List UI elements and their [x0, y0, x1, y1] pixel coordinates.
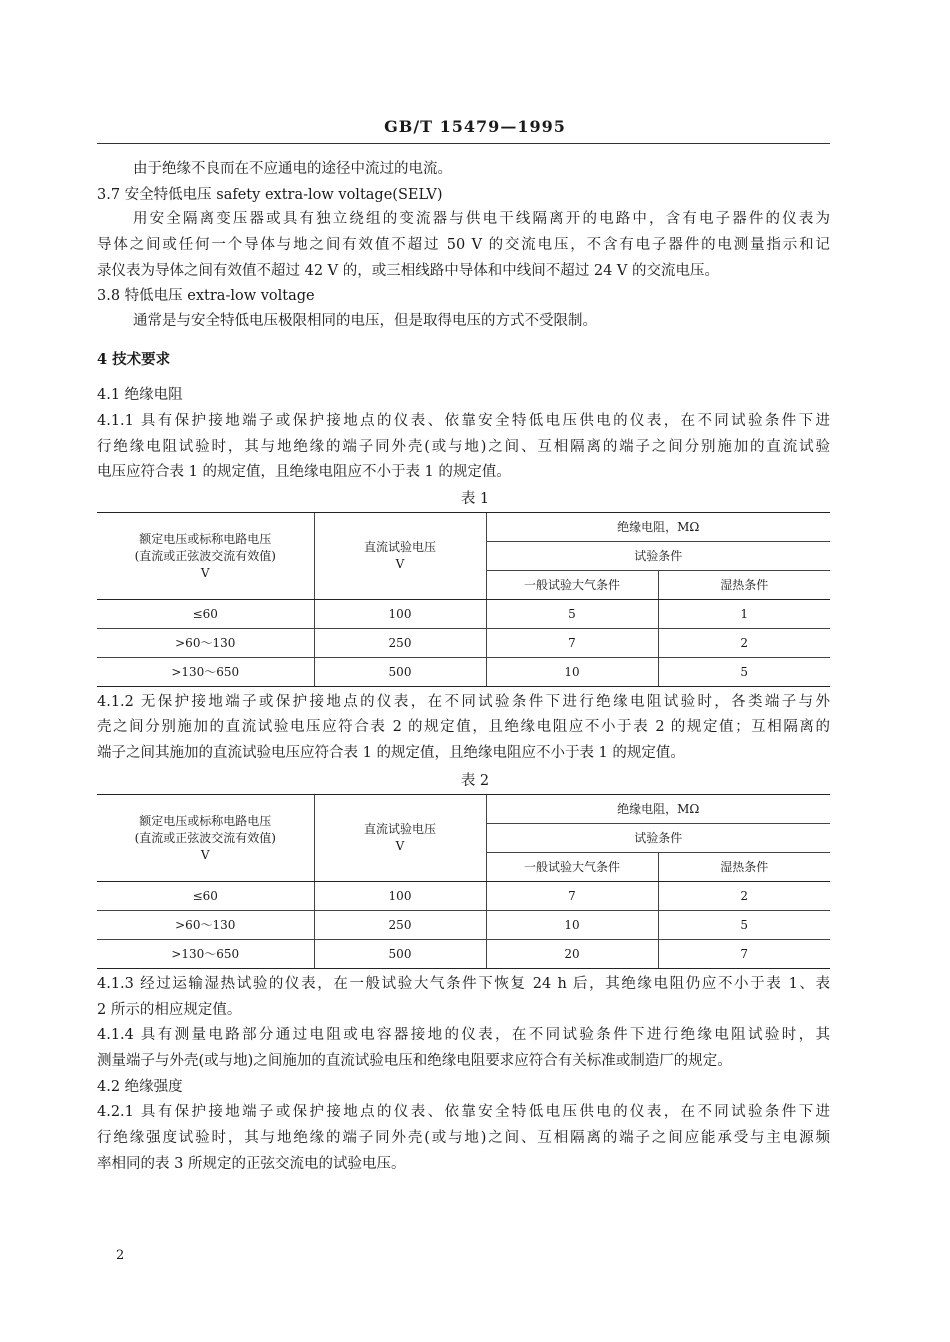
- paragraph-line: 录仪表为导体之间有效值不超过 42 V 的，或三相线路中导体和中线间不超过 24 V 的交流电压。: [97, 263, 719, 279]
- section-4-title: 4 技术要求: [97, 351, 171, 368]
- paragraph-line: 4.1.2 无保护接地端子或保护接地点的仪表，在不同试验条件下进行绝缘电阻试验时，各类端子与外: [97, 694, 830, 710]
- paragraph-line: 2 所示的相应规定值。: [97, 1002, 242, 1018]
- column-header-rated-voltage: 额定电压或标称电路电压 (直流或正弦波交流有效值) V: [97, 513, 314, 600]
- section-3-7-title: 3.7 安全特低电压 safety extra-low voltage(SELV): [97, 187, 443, 203]
- table-1: [97, 512, 830, 687]
- paragraph-line: 电压应符合表 1 的规定值，且绝缘电阻应不小于表 1 的规定值。: [97, 464, 511, 480]
- table-row: ≤60 100 5 1: [97, 600, 830, 629]
- column-header-general-atmosphere: 一般试验大气条件: [486, 571, 658, 600]
- page-number: 2: [116, 1248, 125, 1263]
- paragraph-line: 4.1.4 具有测量电路部分通过电阻或电容器接地的仪表，在不同试验条件下进行绝缘电阻试验时，其: [97, 1027, 830, 1043]
- paragraph-line: 用安全隔离变压器或具有独立绕组的变流器与供电干线隔离开的电路中，含有电子器件的仪表为: [133, 211, 830, 227]
- paragraph-line: 测量端子与外壳(或与地)之间施加的直流试验电压和绝缘电阻要求应符合有关标准或制造厂的规定。: [97, 1053, 732, 1069]
- column-header-general-atmosphere: 一般试验大气条件: [486, 853, 658, 882]
- column-header-insulation-resistance: 绝缘电阻，MΩ: [486, 513, 830, 542]
- table-2-caption: 表 2: [460, 773, 490, 789]
- paragraph-line: 4.2.1 具有保护接地端子或保护接地点的仪表、依靠安全特低电压供电的仪表，在不同试验条件下进: [97, 1104, 830, 1120]
- paragraph-line: 4.1.1 具有保护接地端子或保护接地点的仪表、依靠安全特低电压供电的仪表，在不同试验条件下进: [97, 413, 830, 429]
- paragraph-line: 通常是与安全特低电压极限相同的电压，但是取得电压的方式不受限制。: [133, 313, 597, 329]
- table-row: >60～130 250 10 5: [97, 911, 830, 940]
- column-header-dc-test-voltage: 直流试验电压 V: [314, 513, 486, 600]
- standard-code-header: GB/T 15479—1995: [384, 117, 566, 136]
- paragraph-line: 行绝缘电阻试验时，其与地绝缘的端子同外壳(或与地)之间、互相隔离的端子之间分别施加的直流试验: [97, 439, 830, 455]
- column-header-insulation-resistance: 绝缘电阻，MΩ: [486, 795, 830, 824]
- section-3-8-title: 3.8 特低电压 extra-low voltage: [97, 288, 315, 304]
- paragraph-line: 端子之间其施加的直流试验电压应符合表 1 的规定值，且绝缘电阻应不小于表 1 的规定值。: [97, 745, 685, 761]
- paragraph-line: 导体之间或任何一个导体与地之间有效值不超过 50 V 的交流电压，不含有电子器件的电测量指示和记: [97, 237, 830, 253]
- paragraph-line: 率相同的表 3 所规定的正弦交流电的试验电压。: [97, 1156, 406, 1172]
- column-header-test-conditions: 试验条件: [486, 824, 830, 853]
- section-4-2-title: 4.2 绝缘强度: [97, 1079, 183, 1095]
- header-divider: [97, 143, 830, 144]
- paragraph-line: 壳之间分别施加的直流试验电压应符合表 2 的规定值，且绝缘电阻应不小于表 2 的规定值；互相隔离的: [97, 719, 830, 735]
- paragraph-line: 4.1.3 经过运输湿热试验的仪表，在一般试验大气条件下恢复 24 h 后，其绝缘电阻仍应不小于表 1、表: [97, 976, 830, 992]
- table-row: >130～650 500 10 5: [97, 658, 830, 687]
- table-row: >60～130 250 7 2: [97, 629, 830, 658]
- paragraph-line: 由于绝缘不良而在不应通电的途径中流过的电流。: [133, 161, 452, 177]
- paragraph-line: 行绝缘强度试验时，其与地绝缘的端子同外壳(或与地)之间、互相隔离的端子之间应能承受与主电源频: [97, 1130, 830, 1146]
- table-1-caption: 表 1: [460, 491, 490, 507]
- section-4-1-title: 4.1 绝缘电阻: [97, 387, 183, 403]
- column-header-damp-heat: 湿热条件: [658, 571, 830, 600]
- table-row: ≤60 100 7 2: [97, 882, 830, 911]
- table-row: >130～650 500 20 7: [97, 940, 830, 969]
- column-header-damp-heat: 湿热条件: [658, 853, 830, 882]
- column-header-dc-test-voltage: 直流试验电压 V: [314, 795, 486, 882]
- column-header-test-conditions: 试验条件: [486, 542, 830, 571]
- table-2: [97, 794, 830, 969]
- column-header-rated-voltage: 额定电压或标称电路电压 (直流或正弦波交流有效值) V: [97, 795, 314, 882]
